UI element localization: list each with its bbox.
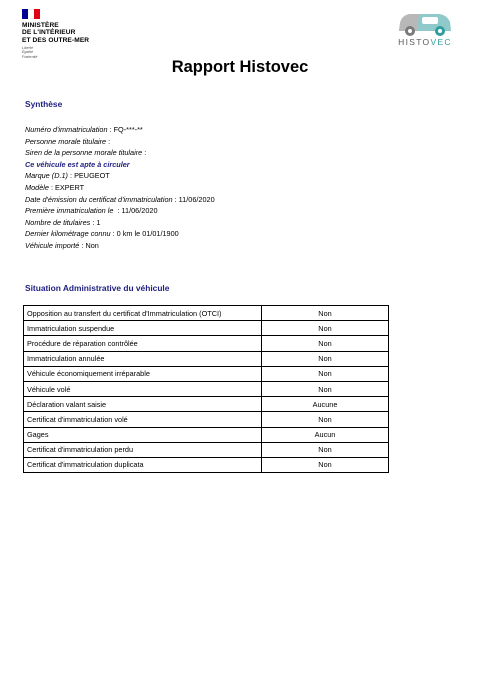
row-label: Véhicule économiquement irréparable [24, 366, 262, 381]
row-value: Non [262, 336, 389, 351]
table-row [24, 412, 389, 427]
situation-table [23, 305, 389, 473]
table-row [24, 306, 389, 321]
row-label: Immatriculation annulée [24, 351, 262, 366]
page-title: Rapport Histovec [171, 58, 309, 76]
car-icon [395, 8, 455, 38]
row-label: Immatriculation suspendue [24, 321, 262, 336]
row-value: Aucune [262, 397, 389, 412]
premiere-immat-label: Première immatriculation le [25, 206, 116, 216]
table-row [24, 336, 389, 351]
situation-heading: Situation Administrative du véhicule [25, 283, 170, 293]
importe-row [25, 240, 215, 252]
personne-morale-row [25, 136, 215, 148]
row-value: Non [262, 366, 389, 381]
ministry-name [22, 22, 142, 44]
marque-row [25, 170, 215, 182]
importe-value: : Non [79, 240, 99, 250]
motto-line: Égalité [22, 50, 33, 55]
row-value: Non [262, 442, 389, 457]
date-emission-label: Date d'émission du certificat d'immatriculation [25, 194, 173, 204]
table-row [24, 321, 389, 336]
french-flag-icon [22, 9, 40, 19]
histovec-wordmark [392, 37, 458, 47]
row-label: Certificat d'immatriculation volé [24, 412, 262, 427]
siren-value: : [142, 148, 147, 158]
ministry-line: ET DES OUTRE-MER [22, 36, 90, 44]
immat-label: Numéro d'immatriculation [25, 125, 108, 134]
table-row [24, 442, 389, 457]
titulaires-value: : 1 [90, 217, 101, 227]
row-label: Gages [24, 427, 262, 442]
row-value: Aucun [262, 427, 389, 442]
modele-value: : EXPERT [48, 182, 85, 192]
km-label: Dernier kilométrage connu [25, 229, 111, 239]
ministry-line: DE L'INTÉRIEUR [22, 29, 76, 37]
row-value: Non [262, 321, 389, 336]
modele-row [25, 182, 215, 194]
row-value: Non [262, 351, 389, 366]
marque-value: : PEUGEOT [67, 171, 110, 181]
row-label: Opposition au transfert du certificat d'Immatriculation (OTCI) [24, 306, 262, 321]
importe-label: Véhicule importé [25, 240, 80, 250]
immat-value: : FQ-***-** [107, 125, 143, 134]
km-value: : 0 km le 01/01/1900 [110, 229, 179, 239]
table-row [24, 457, 389, 472]
modele-label: Modèle [25, 182, 49, 192]
row-value: Non [262, 412, 389, 427]
titulaires-label: Nombre de titulaires [25, 217, 91, 227]
synthese-block [25, 124, 215, 252]
table-row [24, 397, 389, 412]
table-row [24, 366, 389, 381]
republic-motto [22, 46, 142, 59]
table-row [24, 381, 389, 396]
row-label: Déclaration valant saisie [24, 397, 262, 412]
row-label: Véhicule volé [24, 381, 262, 396]
motto-line: Fraternité [22, 54, 38, 59]
histovec-logo [392, 8, 458, 47]
marque-label: Marque (D.1) [25, 171, 68, 181]
motto-line: Liberté [22, 46, 33, 51]
titulaires-row [25, 217, 215, 229]
premiere-immat-row [25, 205, 215, 217]
row-label: Certificat d'immatriculation perdu [24, 442, 262, 457]
ministry-line: MINISTÈRE [22, 22, 59, 29]
premiere-immat-value: : 11/06/2020 [115, 206, 158, 216]
date-emission-row [25, 194, 215, 206]
synthese-heading: Synthèse [25, 99, 63, 109]
km-row [25, 228, 215, 240]
brand-left: HISTO [398, 37, 431, 47]
siren-label: Siren de la personne morale titulaire [25, 148, 143, 158]
brand-right: VEC [430, 37, 452, 47]
personne-morale-value: : [106, 136, 111, 146]
row-value: Non [262, 381, 389, 396]
immat-row [25, 124, 215, 136]
row-label: Procédure de réparation contrôlée [24, 336, 262, 351]
table-row [24, 427, 389, 442]
siren-row [25, 147, 215, 159]
row-label: Certificat d'immatriculation duplicata [24, 457, 262, 472]
personne-morale-label: Personne morale titulaire [25, 136, 107, 146]
date-emission-value: : 11/06/2020 [172, 194, 215, 204]
table-row [24, 351, 389, 366]
apte-status: Ce véhicule est apte à circuler [25, 159, 130, 169]
ministry-logo [22, 9, 142, 59]
row-value: Non [262, 457, 389, 472]
row-value: Non [262, 306, 389, 321]
